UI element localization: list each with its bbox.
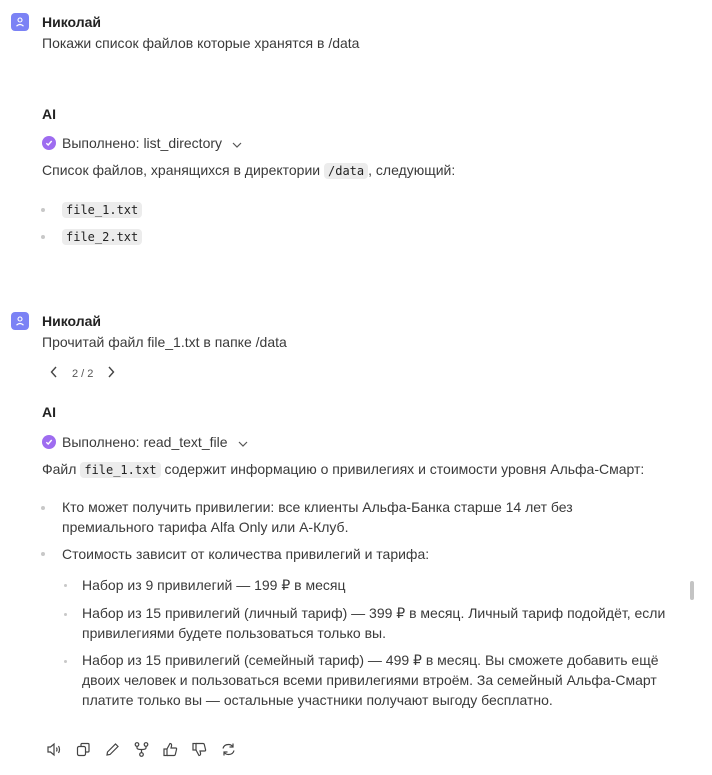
- list-item: Кто может получить привилегии: все клиенты Альфа-Банка старше 14 лет без премиального тарифа Alfa Only или А-Клуб.: [62, 499, 573, 535]
- tool-status-label: Выполнено: list_directory: [62, 135, 223, 151]
- chevron-right-icon[interactable]: [107, 366, 115, 381]
- list-item: Стоимость зависит от количества привилегий и тарифа:: [62, 546, 430, 562]
- tool-status-toggle[interactable]: [42, 434, 248, 450]
- message-author: Николай: [42, 14, 102, 30]
- inline-code: file_1.txt: [80, 462, 160, 478]
- sub-bullet: [64, 613, 67, 616]
- sub-list-item: Набор из 15 привилегий (личный тариф) — 399 ₽ в месяц. Личный тариф подойдёт, если привилегиями будете пользоваться только вы.: [82, 605, 666, 641]
- assistant-intro: Файл file_1.txt содержит информацию о привилегиях и стоимости уровня Альфа-Смарт:: [42, 461, 645, 477]
- tool-status-toggle[interactable]: [42, 135, 242, 151]
- message-author: AI: [42, 106, 56, 122]
- message-actions: [46, 741, 237, 758]
- check-circle-icon: [42, 136, 56, 150]
- tool-status-label: Выполнено: read_text_file: [62, 434, 228, 450]
- read-aloud-icon[interactable]: [46, 741, 63, 758]
- version-label: 2 / 2: [72, 367, 94, 380]
- chevron-left-icon[interactable]: [50, 366, 58, 381]
- sub-list-item: Набор из 9 привилегий — 199 ₽ в месяц: [82, 577, 346, 593]
- user-avatar: [11, 312, 29, 330]
- assistant-intro: Список файлов, хранящихся в директории /data , следующий:: [42, 162, 456, 178]
- message-author: AI: [42, 404, 56, 420]
- scrollbar-thumb[interactable]: [690, 581, 694, 600]
- check-circle-icon: [42, 435, 56, 449]
- file-list-item: file_2.txt: [62, 228, 142, 244]
- sub-bullet: [64, 584, 67, 587]
- chevron-down-icon: [238, 434, 248, 450]
- user-icon: [15, 17, 25, 27]
- message-version-pager: [50, 366, 115, 381]
- sub-bullet: [64, 660, 67, 663]
- inline-code: /data: [324, 163, 368, 179]
- user-icon: [15, 316, 25, 326]
- branch-icon[interactable]: [133, 741, 150, 758]
- regenerate-icon[interactable]: [220, 741, 237, 758]
- bullet: [41, 235, 45, 239]
- chevron-down-icon: [232, 135, 242, 151]
- copy-icon[interactable]: [75, 741, 92, 758]
- sub-list-item: Набор из 15 привилегий (семейный тариф) — 499 ₽ в месяц. Вы сможете добавить ещё двоих человек и пользоваться всеми привилегиями втроём. За семейный Альфа-Смарт платите только вы — остальные участники получают выгоду бесплатно.: [82, 652, 659, 708]
- bullet: [41, 208, 45, 212]
- user-message-text: Покажи список файлов которые хранятся в /data: [42, 35, 360, 51]
- bullet: [41, 552, 45, 556]
- file-list-item: file_1.txt: [62, 201, 142, 217]
- bullet: [41, 506, 45, 510]
- message-author: Николай: [42, 313, 102, 329]
- thumbs-down-icon[interactable]: [191, 741, 208, 758]
- thumbs-up-icon[interactable]: [162, 741, 179, 758]
- edit-icon[interactable]: [104, 741, 121, 758]
- user-avatar: [11, 13, 29, 31]
- user-message-text: Прочитай файл file_1.txt в папке /data: [42, 334, 287, 350]
